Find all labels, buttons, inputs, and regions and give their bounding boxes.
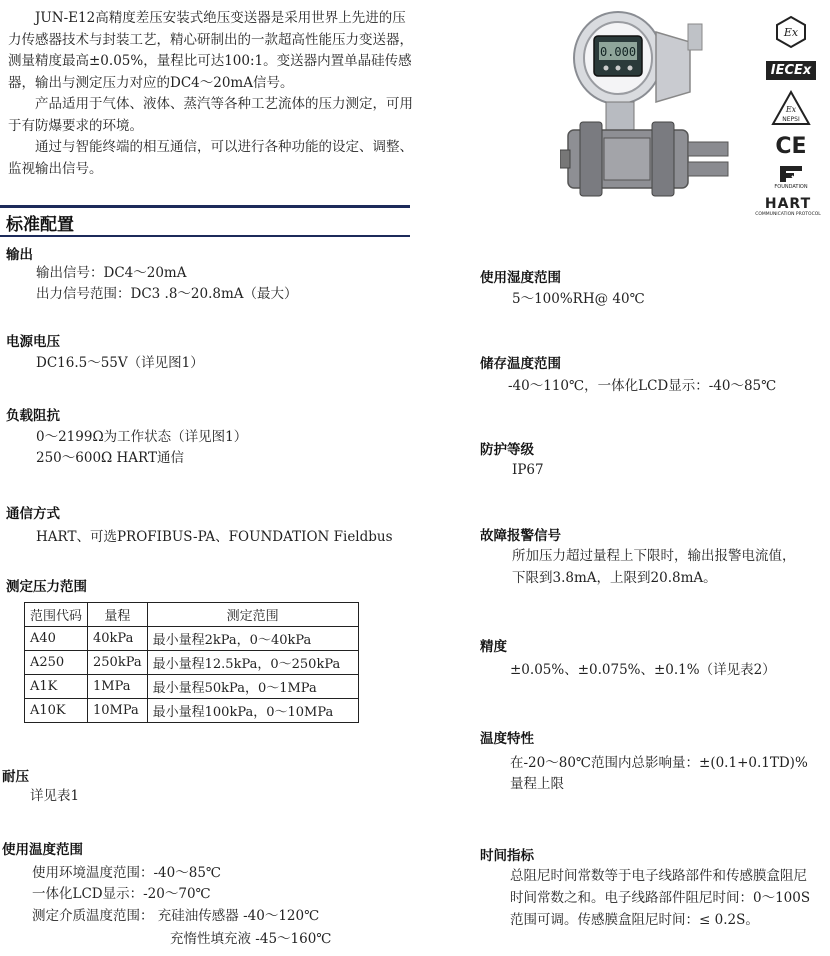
table-cell: A1K [25, 675, 88, 699]
load-heading: 负载阻抗 [6, 408, 60, 424]
temp-medium-2: 充惰性填充液 -45～160℃ [170, 931, 332, 947]
temp-medium-1: 测定介质温度范围： 充硅油传感器 -40～120℃ [32, 908, 320, 924]
tempchar-heading: 温度特性 [480, 731, 534, 747]
humidity-value: 5～100%RH@ 40℃ [512, 291, 645, 307]
table-cell: 最小量程100kPa，0～10MPa [147, 699, 358, 723]
ce-logo [760, 132, 822, 160]
output-heading: 输出 [6, 247, 33, 263]
hart-sub-text: COMMUNICATION PROTOCOL [755, 211, 821, 217]
temp-ambient: 使用环境温度范围：-40～85℃ [32, 865, 222, 881]
display-readout: 0.000 [599, 45, 637, 59]
pressure-value: 详见表1 [30, 788, 80, 804]
nepsi-triangle-icon [771, 90, 811, 128]
range-table [24, 602, 359, 723]
time-value-3: 范围可调。传感膜盒阻尼时间：≤ 0.2S。 [510, 912, 759, 928]
pressure-heading: 耐压 [2, 769, 29, 785]
temp-heading: 使用温度范围 [2, 842, 83, 858]
atex-ex-logo [760, 14, 822, 50]
output-range: 出力信号范围：DC3 .8～20.8mA（最大） [36, 286, 298, 302]
storage-value: -40～110℃，一体化LCD显示：-40～85℃ [508, 378, 777, 394]
time-value-2: 时间常数之和。电子线路部件阻尼时间：0～100S [510, 890, 811, 906]
ce-text: CE [775, 133, 807, 159]
intro-paragraph-1: JUN-E12高精度差压安装式绝压变送器是采用世界上先进的压力传感器技术与封装工艺，精心研制出的一款超高性能压力变送器，测量精度最高±0.05%，量程比可达100:1。变送器内置单晶硅传感器，输出与测定压力对应的DC4～20mA信号。 [8, 10, 413, 91]
hart-text: HART [764, 195, 812, 212]
table-cell: A40 [25, 627, 88, 651]
transmitter-drawing [560, 2, 740, 220]
table-row [25, 627, 359, 651]
alarm-heading: 故障报警信号 [480, 528, 561, 544]
range-heading: 测定压力范围 [6, 579, 87, 595]
table-row [25, 675, 359, 699]
nepsi-ex-text: Ex [785, 105, 797, 114]
table-cell: 1MPa [88, 675, 148, 699]
intro-text [8, 8, 418, 180]
temp-lcd: 一体化LCD显示：-20～70℃ [32, 886, 211, 902]
storage-heading: 储存温度范围 [480, 356, 561, 372]
nepsi-text: NEPSI [782, 116, 800, 123]
alarm-value-2: 下限到3.8mA，上限到20.8mA。 [512, 570, 717, 586]
table-cell: 250kPa [88, 651, 148, 675]
table-header-code: 范围代码 [25, 603, 88, 627]
ip-value: IP67 [512, 462, 544, 478]
output-signal: 输出信号：DC4～20mA [36, 265, 187, 281]
ex-logo-text: Ex [783, 26, 799, 39]
alarm-value-1: 所加压力超过量程上下限时，输出报警电流值， [512, 548, 796, 564]
comm-heading: 通信方式 [6, 506, 60, 522]
intro-paragraph-2: 产品适用于气体、液体、蒸汽等各种工艺流体的压力测定，可用于有防爆要求的环境。 [8, 96, 413, 134]
table-cell: 最小量程2kPa，0～40kPa [147, 627, 358, 651]
nepsi-logo [760, 90, 822, 128]
time-value-1: 总阻尼时间常数等于电子线路部件和传感膜盒阻尼 [510, 868, 807, 884]
load-value-2: 250～600Ω HART通信 [36, 450, 184, 466]
table-cell: 最小量程12.5kPa，0～250kPa [147, 651, 358, 675]
humidity-heading: 使用湿度范围 [480, 270, 561, 286]
load-value-1: 0～2199Ω为工作状态（详见图1） [36, 429, 248, 445]
power-value: DC16.5～55V（详见图1） [36, 355, 204, 371]
comm-value: HART、可选PROFIBUS-PA、FOUNDATION Fieldbus [36, 529, 393, 545]
section-title: 标准配置 [6, 215, 74, 235]
table-cell: A250 [25, 651, 88, 675]
table-cell: 最小量程50kPa，0～1MPa [147, 675, 358, 699]
accuracy-heading: 精度 [480, 639, 507, 655]
foundation-text: FOUNDATION [774, 184, 808, 190]
table-cell: 10MPa [88, 699, 148, 723]
table-header-span: 量程 [88, 603, 148, 627]
table-row [25, 699, 359, 723]
foundation-logo [760, 162, 822, 192]
power-heading: 电源电压 [6, 334, 60, 350]
iecex-text: IECEx [766, 61, 817, 80]
ip-heading: 防护等级 [480, 442, 534, 458]
accuracy-value: ±0.05%、±0.075%、±0.1%（详见表2） [510, 662, 776, 678]
tempchar-value-1: 在-20～80℃范围内总影响量：±(0.1+0.1TD)% [510, 755, 808, 771]
ex-hexagon-icon [774, 15, 808, 49]
intro-paragraph-3: 通过与智能终端的相互通信，可以进行各种功能的设定、调整、监视输出信号。 [8, 139, 413, 177]
table-cell: A10K [25, 699, 88, 723]
transmitter-image [560, 2, 740, 220]
table-header-range: 测定范围 [147, 603, 358, 627]
tempchar-value-2: 量程上限 [510, 776, 564, 792]
table-cell: 40kPa [88, 627, 148, 651]
table-row [25, 651, 359, 675]
time-heading: 时间指标 [480, 848, 534, 864]
section-title-bar [0, 205, 410, 237]
hart-logo [750, 194, 826, 218]
iecex-logo [760, 58, 822, 82]
table-header-row [25, 603, 359, 627]
foundation-f-icon [778, 164, 804, 184]
